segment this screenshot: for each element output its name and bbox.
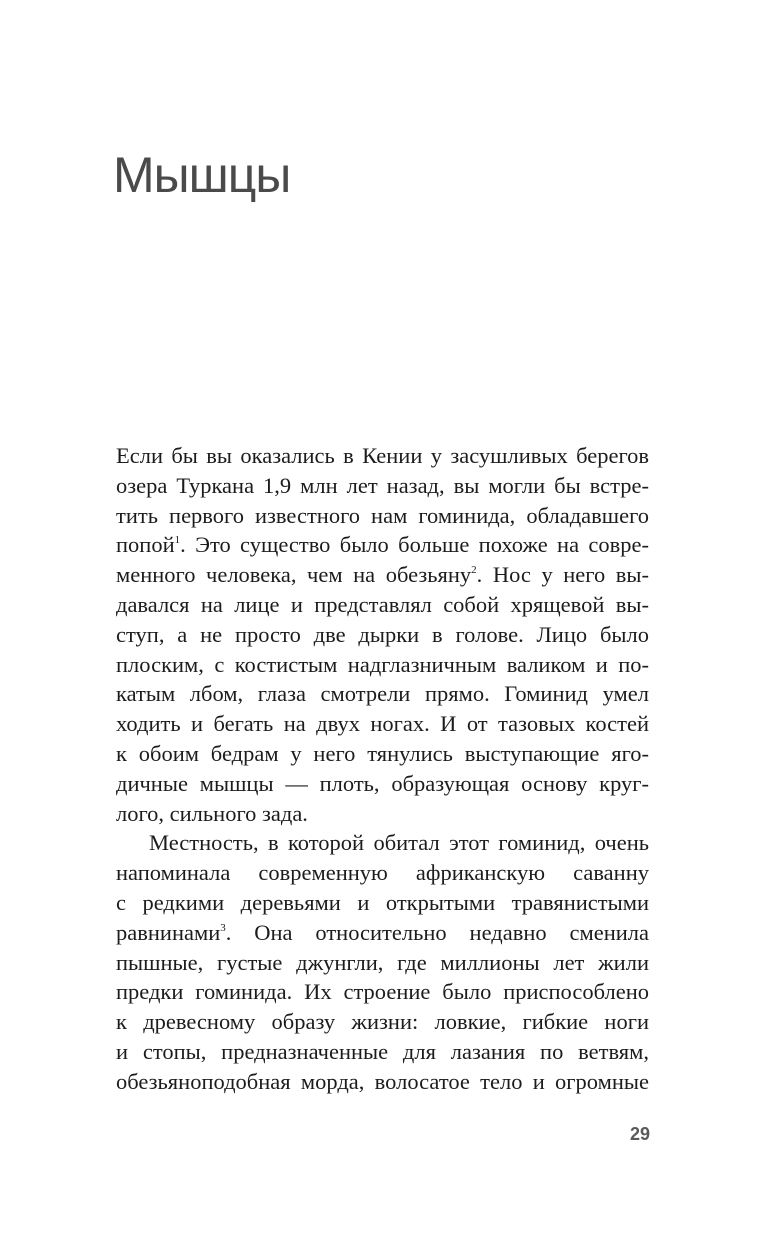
- text-line: обезьяноподобная морда, волосатое тело и огромные: [116, 1068, 649, 1094]
- text-line: к обоим бедрам у него тянулись выступающие яго-: [116, 740, 649, 766]
- footnote-ref-1: 1: [174, 534, 181, 547]
- chapter-title: Мышцы: [113, 147, 291, 203]
- text-line: Местность, в которой обитал этот гоминид, очень: [149, 830, 649, 856]
- text-line: дичные мышцы — плоть, образующая основу круг-: [116, 770, 649, 796]
- text-line: катым лбом, глаза смотрели прямо. Гоминид умел: [116, 681, 649, 707]
- text-line: попой$^1$. Это существо было больше похоже на совре-: [116, 532, 649, 558]
- text-line: давался на лице и представлял собой хрящевой вы-: [116, 591, 649, 617]
- text-line: озера Туркана 1,9 млн лет назад, вы могли бы встре-: [116, 472, 649, 498]
- text-line: плоским, с костистым надглазничным валиком и по-: [116, 651, 649, 677]
- page-number: 29: [629, 1124, 650, 1144]
- text-line: тить первого известного нам гоминида, обладавшего: [116, 502, 649, 528]
- text-line: лого, сильного зада.: [116, 800, 308, 826]
- text-line: ходить и бегать на двух ногах. И от тазовых костей: [116, 711, 649, 737]
- body-text: [116, 441, 649, 1097]
- text-line: Если бы вы оказались в Кении у засушливых берегов: [116, 443, 649, 468]
- text-line: предки гоминида. Их строение было приспособлено: [116, 979, 649, 1005]
- paragraph-2: [116, 828, 649, 1096]
- text-line: равнинами$^3$. Она относительно недавно сменила: [116, 919, 649, 945]
- footnote-ref-3: 3: [220, 921, 226, 934]
- text-line: и стопы, предназначенные для лазания по ветвям,: [116, 1038, 649, 1064]
- text-line: пышные, густые джунгли, где миллионы лет жили: [116, 949, 649, 975]
- paragraph-1: [116, 441, 649, 828]
- text-line: напоминала современную африканскую саванну: [116, 860, 649, 886]
- text-line: ступ, а не просто две дырки в голове. Лицо было: [116, 621, 649, 647]
- text-line: менного человека, чем на обезьяну$^2$. Нос у него вы-: [116, 562, 649, 588]
- text-line: с редкими деревьями и открытыми травянистыми: [116, 889, 649, 915]
- text-line: к древесному образу жизни: ловкие, гибкие ноги: [116, 1009, 649, 1035]
- footnote-ref-2: 2: [471, 564, 477, 577]
